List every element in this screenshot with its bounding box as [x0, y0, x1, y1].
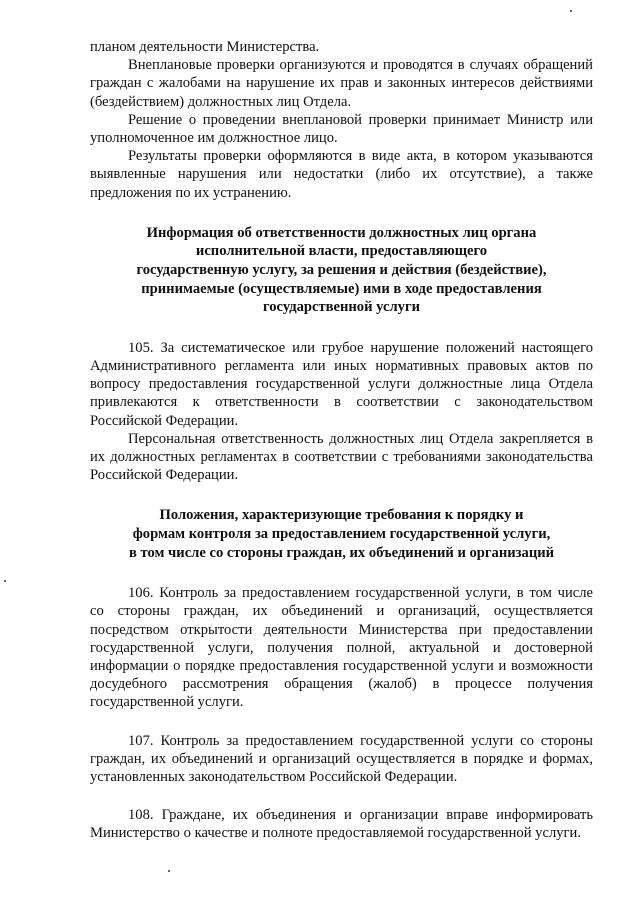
heading-line: государственной услуги: [262, 299, 421, 316]
heading-line: Информация об ответственности должностных лиц органа: [146, 224, 537, 241]
paragraph-106: 106. Контроль за предоставлением государственной услуги, в том числе со стороны граждан, их объединений и организаций, осуществляется посредством открытости деятельности Министерства при предоставлении государственной услуги, получения полной, актуальной и достоверной информации о порядке предоставления государственной услуги и возможности досудебного рассмотрения обращения (жалоб) в процессе получения государственной услуги.: [90, 585, 593, 711]
paragraph-inspection-decision: Решение о проведении внеплановой проверки принимает Министр или уполномоченное им должностное лицо.: [90, 111, 593, 147]
paragraph-108: 108. Граждане, их объединения и организации вправе информировать Министерство о качестве и полноте предоставляемой государственной услуги.: [90, 807, 593, 842]
paragraph-inspection-results: Результаты проверки оформляются в виде акта, в котором указываются выявленные нарушения или недостатки (либо их отсутствие), а также предложения по их устранению.: [90, 148, 593, 201]
paragraph-personal-responsibility: Персональная ответственность должностных лиц Отдела закрепляется в их должностных регламентах в соответствии с требованиями законодательства Российской Федерации.: [90, 430, 593, 484]
paragraph-107: 107. Контроль за предоставлением государственной услуги со стороны граждан, их объединений и организаций осуществляется в порядке и формах, установленных законодательством Российской Федерации.: [90, 732, 593, 786]
heading-line: исполнительной власти, предоставляющего: [195, 243, 488, 260]
paragraph-unplanned-inspections: Внеплановые проверки организуются и проводятся в случаях обращений граждан с жалобами на нарушение их прав и законных интересов действиями (бездействием) должностных лиц Отдела.: [90, 57, 593, 110]
heading-line: принимаемые (осуществляемые) ими в ходе предоставления: [141, 280, 542, 297]
heading-line: государственную услугу, за решения и действия (бездействие),: [136, 262, 547, 279]
section-heading-responsibility: [90, 224, 593, 317]
heading-line: в том числе со стороны граждан, их объединений и организаций: [128, 544, 555, 561]
document-page: [90, 38, 593, 843]
scan-speck: [4, 580, 6, 582]
heading-line: Положения, характеризующие требования к порядку и: [159, 507, 524, 524]
paragraph-105: 105. За систематическое или грубое нарушение положений настоящего Административного регламента или иных нормативных правовых актов по вопросу предоставления государственной услуги должностные лица Отдела привлекаются к ответственности в соответствии с законодательством Российской Федерации.: [90, 339, 593, 429]
section-heading-control: [90, 506, 593, 562]
scan-speck: [168, 870, 170, 872]
heading-line: формам контроля за предоставлением государственной услуги,: [132, 526, 551, 543]
paragraph-continuation: планом деятельности Министерства.: [90, 39, 320, 55]
scan-speck: [570, 10, 572, 12]
